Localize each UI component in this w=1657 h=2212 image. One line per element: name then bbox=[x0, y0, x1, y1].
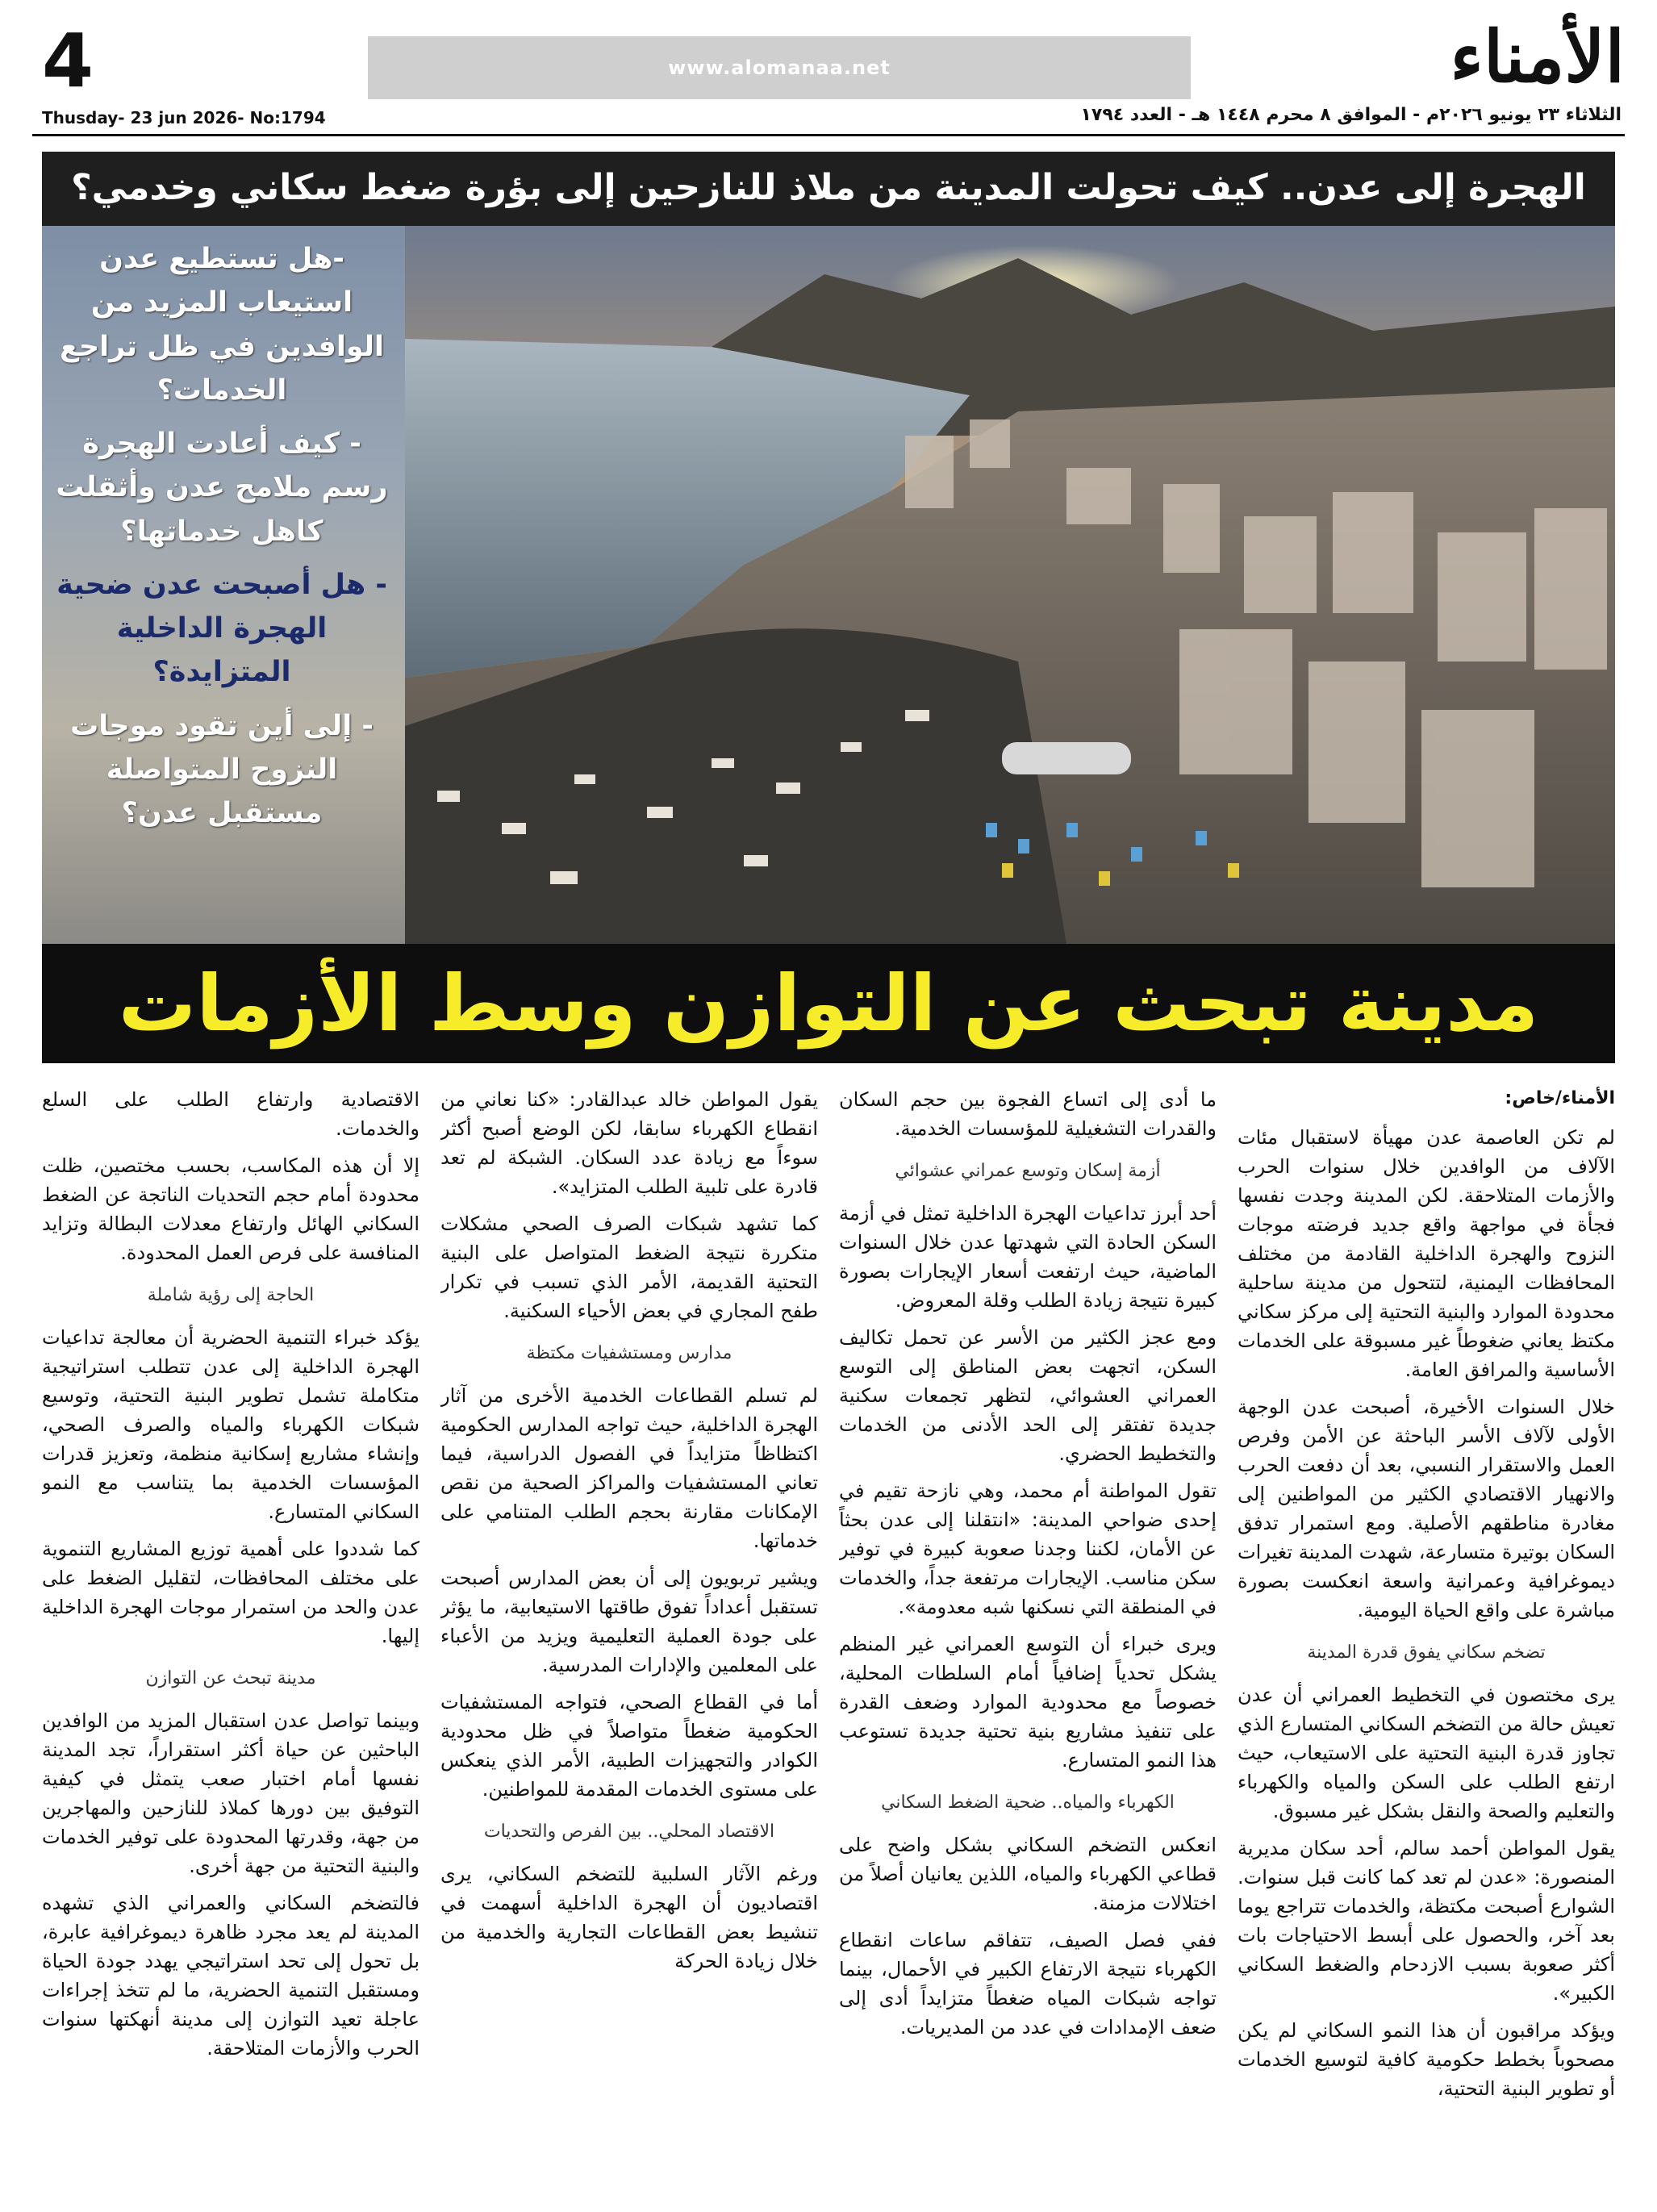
paragraph: كما شددوا على أهمية توزيع المشاريع التنموية على مختلف المحافظات، لتقليل الضغط على عدن والحد من استمرار موجات الهجرة الداخلية إليها. bbox=[42, 1538, 419, 1647]
paragraph: انعكس التضخم السكاني بشكل واضح على قطاعي الكهرباء والمياه، اللذين يعانيان أصلاً من اختلالات مزمنة. bbox=[839, 1834, 1217, 1914]
site-url[interactable]: www.alomanaa.net bbox=[668, 56, 891, 79]
hero-block bbox=[42, 152, 1615, 1063]
main-title: مدينة تبحث عن التوازن وسط الأزمات bbox=[118, 958, 1539, 1049]
newspaper-logo: الأمناء bbox=[1450, 15, 1625, 98]
paragraph: يؤكد خبراء التنمية الحضرية أن معالجة تداعيات الهجرة الداخلية إلى عدن تتطلب استراتيجية متكاملة تشمل تطوير البنية التحتية، وتوسيع شبكات الكهرباء والمياه والصرف الصحي، وإنشاء مشاريع إسكانية منظمة، وتعزيز قدرات المؤسسات الخدمية بما يتناسب مع النمو السكاني المتسارع. bbox=[42, 1326, 419, 1523]
paragraph: خلال السنوات الأخيرة، أصبحت عدن الوجهة الأولى لآلاف الأسر الباحثة عن الأمن وفرص العمل والاستقرار النسبي، بعد أن دفعت الحرب والانهيار الاقتصادي الكثير من المواطنين إلى مغادرة مناطقهم الأصلية. ومع استمرار تدفق السكان بوتيرة متسارعة، شهدت المدينة تغيرات ديموغرافية وعمرانية واسعة انعكست بصورة مباشرة على واقع الحياة اليومية. bbox=[1238, 1396, 1615, 1621]
city-photo bbox=[405, 226, 1615, 944]
hero-title-band bbox=[42, 944, 1615, 1063]
paragraph: أما في القطاع الصحي، فتواجه المستشفيات الحكومية ضغطاً متواصلاً في ظل محدودية الكوادر والتجهيزات الطبية، الأمر الذي ينعكس على مستوى الخدمات المقدمة للمواطنين. bbox=[440, 1691, 818, 1801]
subheading: الكهرباء والمياه.. ضحية الضغط السكاني bbox=[881, 1793, 1175, 1813]
hero-question: - إلى أين تقود موجات النزوح المتواصلة مستقبل عدن؟ bbox=[70, 709, 374, 829]
paragraph: كما تشهد شبكات الصرف الصحي مشكلات متكررة نتيجة الضغط المتواصل على البنية التحتية القديمة، الأمر الذي تسبب في تكرار طفح المجاري في بعض الأحياء السكنية. bbox=[440, 1212, 818, 1322]
hero-question: - هل أصبحت عدن ضحية الهجرة الداخلية المتزايدة؟ bbox=[56, 568, 387, 689]
article-column bbox=[42, 1085, 419, 2190]
hero-headline: الهجرة إلى عدن.. كيف تحولت المدينة من ملاذ للنازحين إلى بؤرة ضغط سكاني وخدمي؟ bbox=[42, 152, 1615, 224]
issue-info-arabic: الثلاثاء ٢٣ يونيو ٢٠٢٦م - الموافق ٨ محرم ١٤٤٨ هـ - العدد ١٧٩٤ bbox=[1080, 105, 1622, 125]
subheading: مدينة تبحث عن التوازن bbox=[145, 1668, 316, 1688]
paragraph: ويرى خبراء أن التوسع العمراني غير المنظم يشكل تحدياً إضافياً أمام السلطات المحلية، خصوصاً مع محدودية الموارد وضعف القدرة على تنفيذ مشاريع بنية تحتية جديدة تستوعب هذا النمو المتسارع. bbox=[839, 1633, 1217, 1772]
paragraph: يقول المواطن أحمد سالم، أحد سكان مديرية المنصورة: «عدن لم تعد كما كانت قبل سنوات. الشوارع أصبحت مكتظة، والخدمات تتراجع يوما بعد آخر، والحصول على أبسط الاحتياجات بات أكثر صعوبة بسبب الازدحام والضغط السكاني الكبير». bbox=[1238, 1837, 1615, 2005]
paragraph: ففي فصل الصيف، تتفاقم ساعات انقطاع الكهرباء نتيجة الارتفاع الكبير في الأحمال، بينما تواجه شبكات المياه ضغطاً متزايداً أدى إلى ضعف الإمدادات في عدد من المديريات. bbox=[839, 1929, 1217, 2039]
paragraph: ورغم الآثار السلبية للتضخم السكاني، يرى اقتصاديون أن الهجرة الداخلية أسهمت في تنشيط بعض القطاعات التجارية والخدمية من خلال زيادة الحركة bbox=[440, 1863, 818, 1972]
paragraph: ويشير تربويون إلى أن بعض المدارس أصبحت تستقبل أعداداً تفوق طاقتها الاستيعابية، ما يؤثر على جودة العملية التعليمية ويزيد من الأعباء على المعلمين والإدارات المدرسية. bbox=[440, 1567, 818, 1676]
hero-questions-panel bbox=[42, 226, 405, 944]
paragraph: ومع عجز الكثير من الأسر عن تحمل تكاليف السكن، اتجهت بعض المناطق إلى التوسع العمراني العشوائي، لتظهر تجمعات سكنية جديدة تفتقر إلى الحد الأدنى من الخدمات والتخطيط الحضري. bbox=[839, 1326, 1217, 1465]
article-body bbox=[42, 1085, 1615, 2190]
subheading: أزمة إسكان وتوسع عمراني عشوائي bbox=[895, 1161, 1161, 1181]
byline: الأمناء/خاص: bbox=[1505, 1088, 1615, 1108]
article-column bbox=[839, 1085, 1217, 2190]
subheading: الحاجة إلى رؤية شاملة bbox=[147, 1285, 315, 1305]
hero-question: - كيف أعادت الهجرة رسم ملامح عدن وأثقلت كاهل خدماتها؟ bbox=[56, 428, 388, 548]
paragraph: يرى مختصون في التخطيط العمراني أن عدن تعيش حالة من التضخم السكاني المتسارع الذي تجاوز قدرة البنية التحتية على الاستيعاب، حيث ارتفع الطلب على السكن والمياه والكهرباء والتعليم والصحة والنقل بشكل غير مسبوق. bbox=[1238, 1684, 1615, 1822]
article-column bbox=[1238, 1085, 1615, 2190]
issue-info-english: Thusday- 23 jun 2026- No:1794 bbox=[42, 108, 326, 127]
paragraph: ما أدى إلى اتساع الفجوة بين حجم السكان والقدرات التشغيلية للمؤسسات الخدمية. bbox=[839, 1088, 1217, 1140]
paragraph: الاقتصادية وارتفاع الطلب على السلع والخدمات. bbox=[42, 1088, 419, 1140]
paragraph: أحد أبرز تداعيات الهجرة الداخلية تمثل في أزمة السكن الحادة التي شهدتها عدن خلال السنوات الماضية، حيث ارتفعت أسعار الإيجارات بصورة كبيرة نتيجة زيادة الطلب وقلة المعروض. bbox=[839, 1202, 1217, 1312]
header-rule bbox=[32, 134, 1625, 136]
paragraph: تقول المواطنة أم محمد، وهي نازحة تقيم في إحدى ضواحي المدينة: «انتقلنا إلى عدن بحثاً عن الأمان، لكننا وجدنا صعوبة كبيرة في توفير سكن مناسب. الإيجارات مرتفعة جداً، والخدمات في المنطقة التي نسكنها شبه معدومة». bbox=[839, 1480, 1217, 1618]
paragraph: لم تكن العاصمة عدن مهيأة لاستقبال مئات الآلاف من الوافدين خلال سنوات الحرب والأزمات المتلاحقة. لكن المدينة وجدت نفسها فجأة في مواجهة واقع جديد فرضته موجات النزوح والهجرة الداخلية القادمة من مختلف المحافظات اليمنية، لتتحول من مدينة ساحلية محدودة الموارد والبنية التحتية إلى مركز سكاني مكتظ يعاني ضغوطاً غير مسبوقة على الخدمات الأساسية والمرافق العامة. bbox=[1238, 1126, 1615, 1381]
paragraph: لم تسلم القطاعات الخدمية الأخرى من آثار الهجرة الداخلية، حيث تواجه المدارس الحكومية اكتظاظاً متزايداً في الفصول الدراسية، فيما تعاني المستشفيات والمراكز الصحية من نقص الإمكانات مقارنة بحجم الطلب المتنامي على خدماتها. bbox=[440, 1384, 818, 1552]
url-banner bbox=[368, 36, 1191, 99]
paragraph: فالتضخم السكاني والعمراني الذي تشهده المدينة لم يعد مجرد ظاهرة ديموغرافية عابرة، بل تحول إلى تحد استراتيجي يهدد جودة الحياة ومستقبل التنمية الحضرية، ما لم تتخذ إجراءات عاجلة تعيد التوازن إلى مدينة أنهكتها سنوات الحرب والأزمات المتلاحقة. bbox=[42, 1892, 419, 2060]
subheading: تضخم سكاني يفوق قدرة المدينة bbox=[1307, 1642, 1546, 1663]
paragraph: يقول المواطن خالد عبدالقادر: «كنا نعاني من انقطاع الكهرباء سابقا، لكن الوضع أصبح أكثر سوءاً مع زيادة عدد السكان. الشبكة لم تعد قادرة على تلبية الطلب المتزايد». bbox=[440, 1088, 818, 1198]
paragraph: ويؤكد مراقبون أن هذا النمو السكاني لم يكن مصحوباً بخطط حكومية كافية لتوسيع الخدمات أو تطوير البنية التحتية، bbox=[1238, 2019, 1615, 2100]
subheading: الاقتصاد المحلي.. بين الفرص والتحديات bbox=[483, 1822, 775, 1842]
page-number: 4 bbox=[42, 18, 94, 104]
paragraph: وبينما تواصل عدن استقبال المزيد من الوافدين الباحثين عن حياة أكثر استقراراً، تجد المدينة نفسها أمام اختبار صعب يتمثل في كيفية التوفيق بين دورها كملاذ للنازحين والمهاجرين من جهة، وقدرتها المحدودة على توفير الخدمات والبنية التحتية من جهة أخرى. bbox=[42, 1709, 419, 1877]
subheading: مدارس ومستشفيات مكتظة bbox=[526, 1343, 733, 1363]
paragraph: إلا أن هذه المكاسب، بحسب مختصين، ظلت محدودة أمام حجم التحديات الناتجة عن الضغط السكاني الهائل وارتفاع معدلات البطالة وتزايد المنافسة على فرص العمل المحدودة. bbox=[42, 1154, 419, 1264]
hero-question: -هل تستطيع عدن استيعاب المزيد من الوافدين في ظل تراجع الخدمات؟ bbox=[60, 243, 384, 407]
article-column bbox=[440, 1085, 818, 2190]
